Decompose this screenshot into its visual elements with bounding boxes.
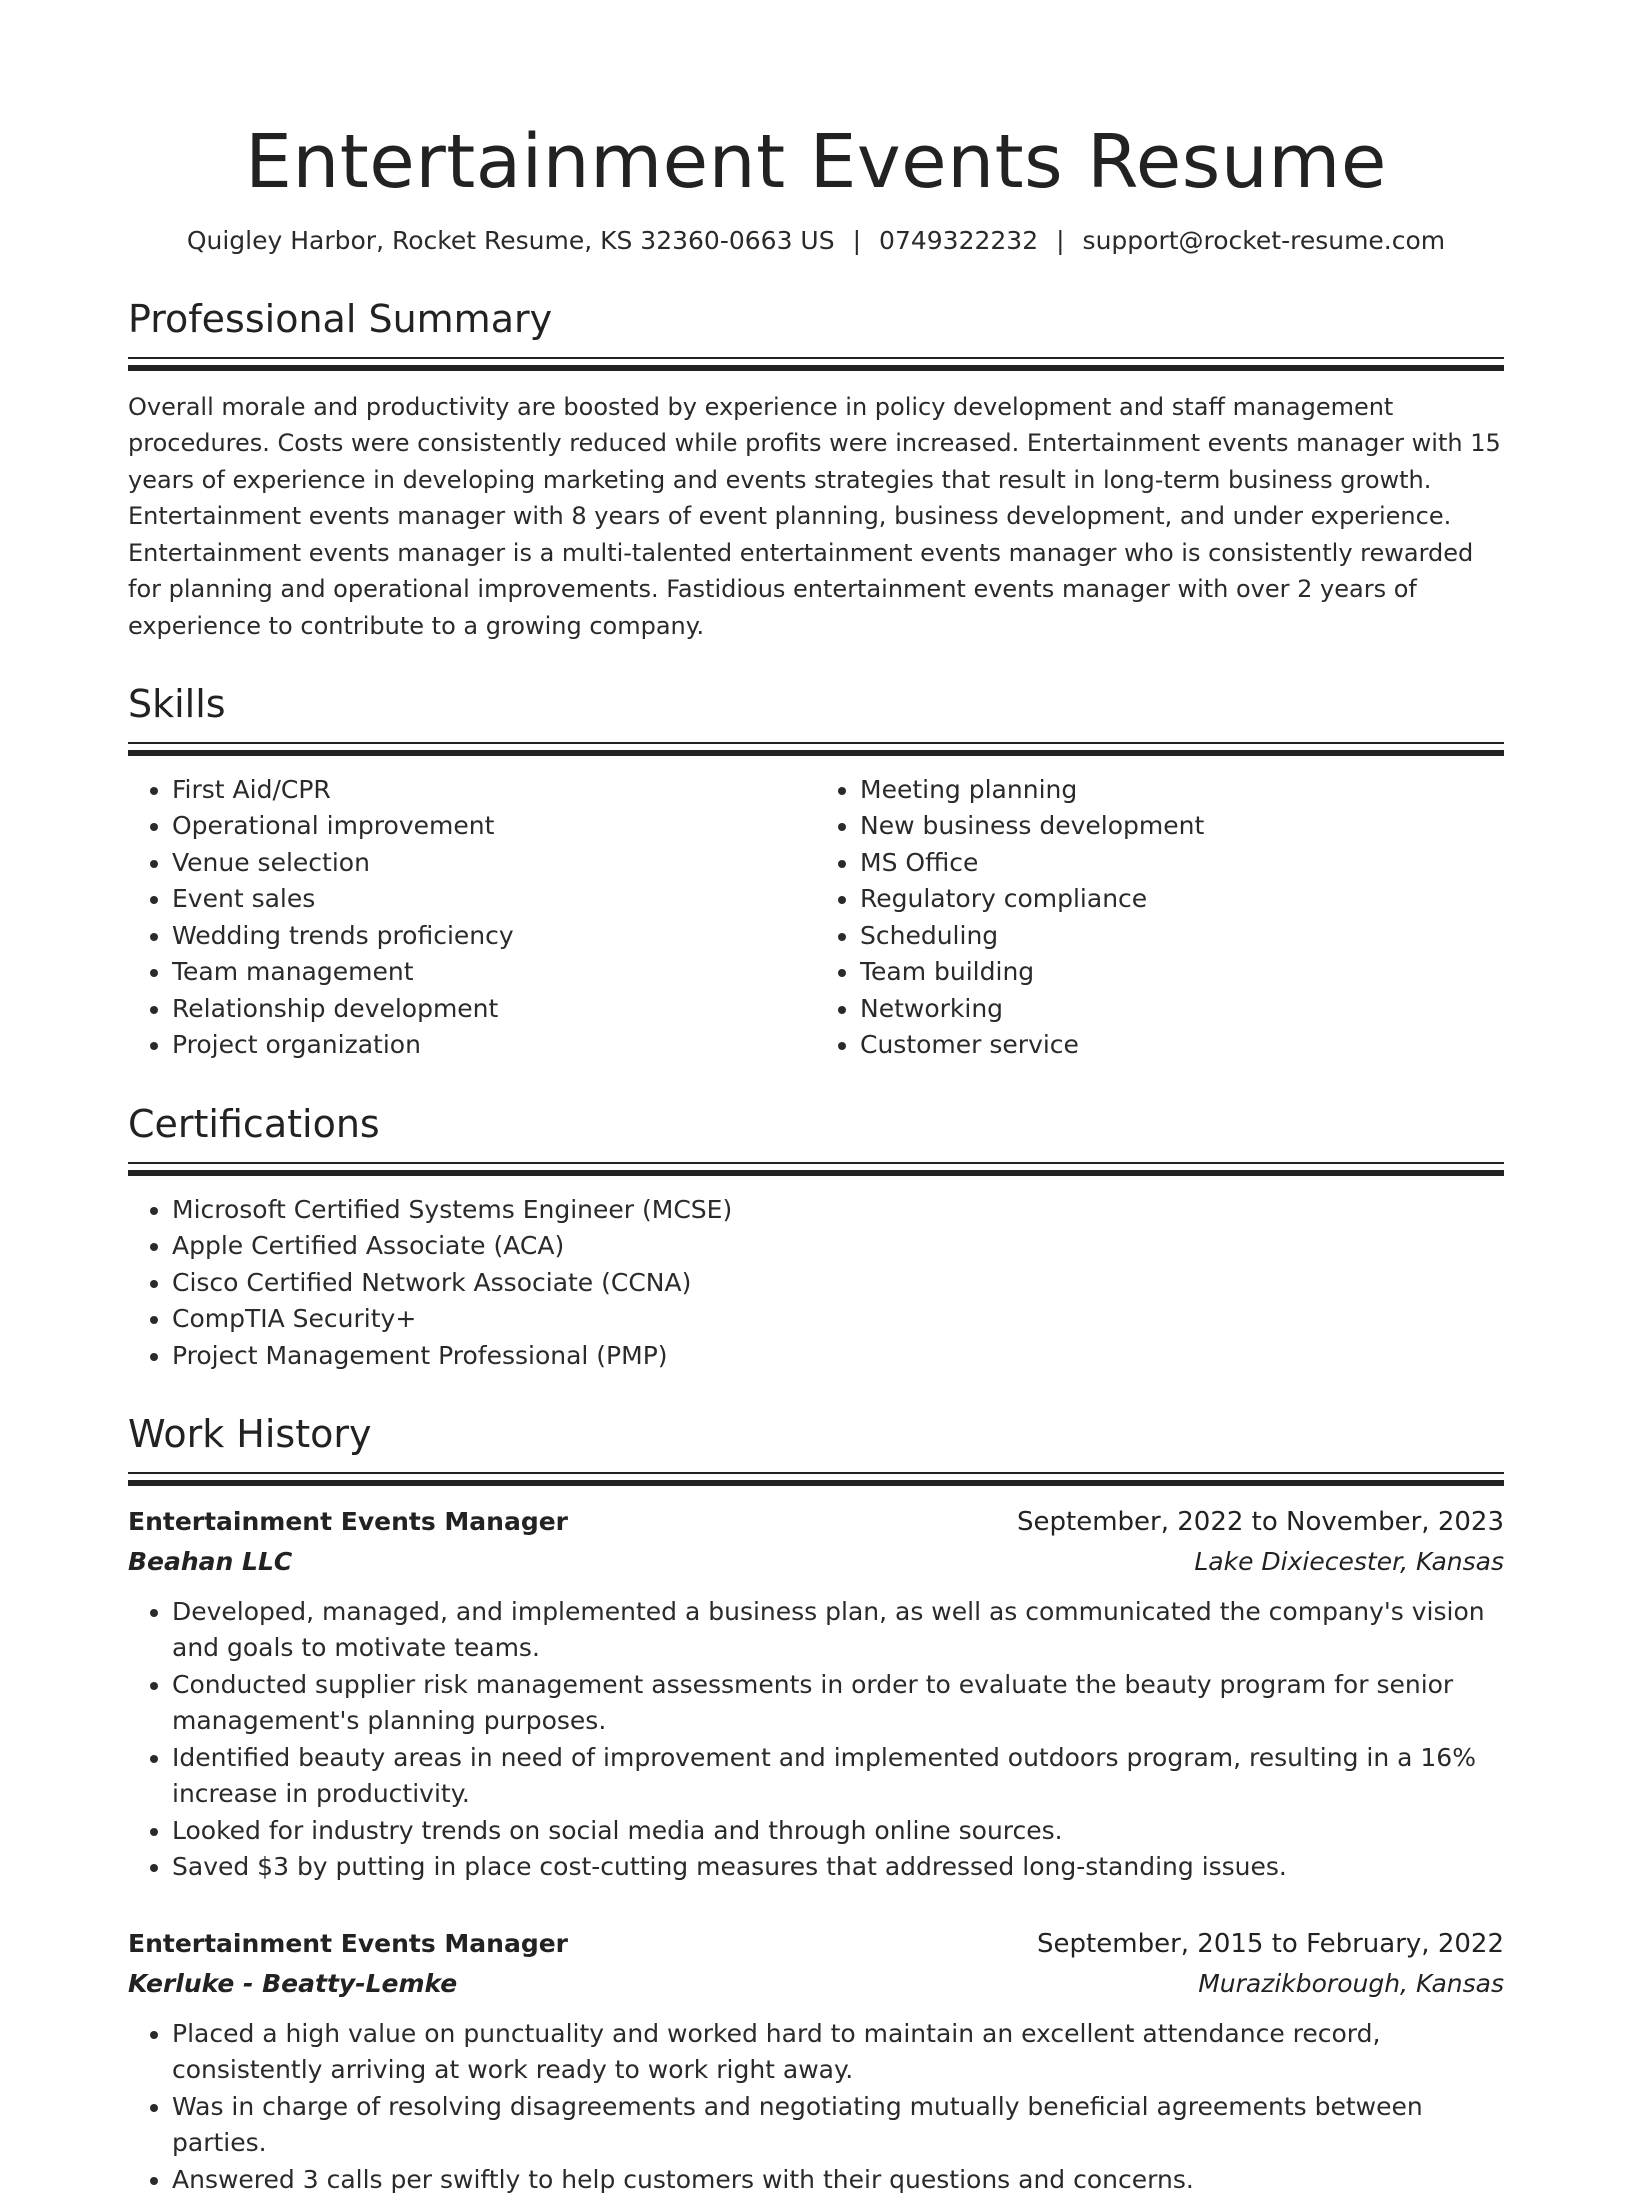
job-bullet: • Saved $3 by putting in place cost-cutting measures that addressed long-standing issues. <box>172 1849 1504 1886</box>
contact-email: support@rocket-resume.com <box>1082 225 1446 255</box>
section-divider <box>128 1162 1504 1168</box>
job-bullet: • Conducted supplier risk management assessments in order to evaluate the beauty program for senior management's planning purposes. <box>172 1667 1504 1740</box>
section-divider <box>128 1472 1504 1478</box>
skills-section <box>128 682 1504 1064</box>
job-company: Beahan LLC <box>128 1546 293 1576</box>
job-entry <box>128 1924 1504 2198</box>
job-company-row <box>128 1964 1504 2004</box>
contact-line <box>128 225 1504 258</box>
skill-item: • Regulatory compliance <box>860 881 1504 918</box>
skills-list-right <box>816 772 1504 1064</box>
certifications-list <box>128 1192 1504 1375</box>
job-bullets <box>128 1594 1504 1886</box>
job-bullet: • Answered 3 calls per swiftly to help customers with their questions and concerns. <box>172 2162 1504 2198</box>
skill-item: • Team building <box>860 954 1504 991</box>
skill-item: • Venue selection <box>172 845 816 882</box>
skill-item: • Scheduling <box>860 918 1504 955</box>
job-header-row <box>128 1924 1504 1964</box>
resume-title: Entertainment Events Resume <box>245 119 1387 205</box>
skills-list-left <box>128 772 816 1064</box>
contact-phone: 0749322232 <box>879 225 1039 255</box>
skill-item: • New business development <box>860 808 1504 845</box>
job-title: Entertainment Events Manager <box>128 1506 569 1536</box>
contact-separator: | <box>1056 225 1065 255</box>
job-dates: September, 2022 to November, 2023 <box>1017 1506 1504 1537</box>
skills-grid <box>128 772 1504 1064</box>
skill-item: • First Aid/CPR <box>172 772 816 809</box>
skill-item: • Networking <box>860 991 1504 1028</box>
job-location: Murazikborough, Kansas <box>1198 1968 1504 1998</box>
summary-section <box>128 297 1504 644</box>
job-entry <box>128 1502 1504 1886</box>
job-bullets <box>128 2016 1504 2198</box>
skill-item: • Wedding trends proficiency <box>172 918 816 955</box>
summary-text: Overall morale and productivity are boosted by experience in policy development and staff management procedures. Costs were consistently reduced while profits were increased. Entertainment events manager with 15 years of experience in developing marketing and events strategies that result in long-term business growth. Entertainment events manager with 8 years of event planning, business development, and under experience. Entertainment events manager is a multi-talented entertainment events manager who is consistently rewarded for planning and operational improvements. Fastidious entertainment events manager with over 2 years of experience to contribute to a growing company. <box>128 392 1501 640</box>
job-bullet: • Looked for industry trends on social media and through online sources. <box>172 1813 1504 1850</box>
job-company-row <box>128 1542 1504 1582</box>
certification-item: • Project Management Professional (PMP) <box>172 1338 1504 1375</box>
certifications-heading: Certifications <box>128 1101 380 1146</box>
work-history-section <box>128 1412 1504 2198</box>
job-location: Lake Dixiecester, Kansas <box>1194 1546 1504 1576</box>
contact-address: Quigley Harbor, Rocket Resume, KS 32360-0663 US <box>186 225 835 255</box>
section-divider <box>128 742 1504 748</box>
certification-item: • Apple Certified Associate (ACA) <box>172 1228 1504 1265</box>
skill-item: • Operational improvement <box>172 808 816 845</box>
job-bullet: • Was in charge of resolving disagreements and negotiating mutually beneficial agreements between parties. <box>172 2089 1504 2162</box>
contact-separator: | <box>852 225 862 255</box>
job-header-row <box>128 1502 1504 1542</box>
certification-item: • Microsoft Certified Systems Engineer (MCSE) <box>172 1192 1504 1229</box>
certifications-section <box>128 1102 1504 1374</box>
job-bullet: • Identified beauty areas in need of improvement and implemented outdoors program, resulting in a 16% increase in productivity. <box>172 1740 1504 1813</box>
skills-heading: Skills <box>128 682 226 727</box>
summary-heading: Professional Summary <box>128 297 553 342</box>
skill-item: • Event sales <box>172 881 816 918</box>
skill-item: • Relationship development <box>172 991 816 1028</box>
job-dates: September, 2015 to February, 2022 <box>1037 1928 1504 1959</box>
job-bullet: • Developed, managed, and implemented a business plan, as well as communicated the company's vision and goals to motivate teams. <box>172 1594 1504 1667</box>
job-bullet: • Placed a high value on punctuality and worked hard to maintain an excellent attendance record, consistently arriving at work ready to work right away. <box>172 2016 1504 2089</box>
skill-item: • Meeting planning <box>860 772 1504 809</box>
work-history-heading: Work History <box>128 1412 372 1457</box>
certification-item: • Cisco Certified Network Associate (CCNA) <box>172 1265 1504 1302</box>
certification-item: • CompTIA Security+ <box>172 1301 1504 1338</box>
skill-item: • MS Office <box>860 845 1504 882</box>
section-divider <box>128 357 1504 363</box>
job-title: Entertainment Events Manager <box>128 1928 569 1958</box>
skill-item: • Project organization <box>172 1027 816 1064</box>
job-company: Kerluke - Beatty-Lemke <box>128 1968 458 1998</box>
skill-item: • Customer service <box>860 1027 1504 1064</box>
skill-item: • Team management <box>172 954 816 991</box>
